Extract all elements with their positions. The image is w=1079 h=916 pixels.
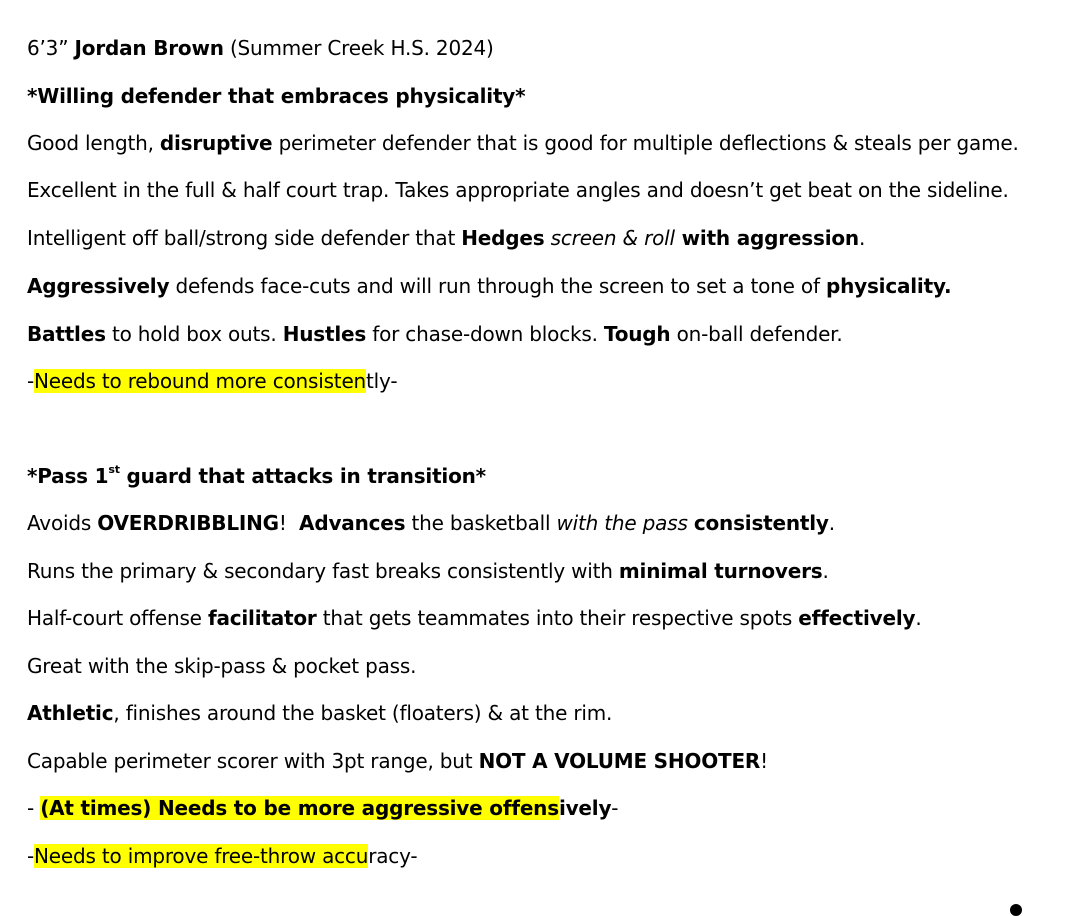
defense-line-1: Good length, disruptive perimeter defender that is good for multiple deflections & steals per game. (27, 131, 1019, 155)
offense-line-5: Athletic, finishes around the basket (floaters) & at the rim. (27, 701, 613, 725)
cursor-mark (1010, 904, 1022, 916)
offense-heading: *Pass 1st guard that attacks in transition* (27, 463, 486, 488)
defense-line-3: Intelligent off ball/strong side defender that Hedges screen & roll with aggression. (27, 226, 866, 250)
player-header (27, 34, 494, 62)
highlighted-text: Needs to improve free-throw accu (34, 844, 369, 868)
defense-weakness-note: -Needs to rebound more consistently- (27, 369, 398, 393)
offense-line-4: Great with the skip-pass & pocket pass. (27, 654, 417, 678)
highlighted-text: (At times) Needs to be more aggressive offens (40, 796, 559, 820)
offense-line-2: Runs the primary & secondary fast breaks consistently with minimal turnovers. (27, 559, 829, 583)
defense-line-2: Excellent in the full & half court trap. Takes appropriate angles and doesn’t get beat on the sideline. (27, 178, 1009, 202)
offense-weakness-note-2: -Needs to improve free-throw accuracy- (27, 844, 418, 868)
offense-line-3: Half-court offense facilitator that gets teammates into their respective spots effectively. (27, 606, 922, 630)
offense-line-6: Capable perimeter scorer with 3pt range, but NOT A VOLUME SHOOTER! (27, 749, 768, 773)
player-height: 6’3” (27, 36, 69, 60)
offense-line-1: Avoids OVERDRIBBLING! Advances the basketball with the pass consistently. (27, 511, 835, 535)
player-name: Jordan Brown (74, 36, 224, 60)
offense-weakness-note-1: - (At times) Needs to be more aggressive offensively- (27, 796, 619, 820)
highlighted-text: Needs to rebound more consisten (34, 369, 367, 393)
defense-line-5: Battles to hold box outs. Hustles for chase-down blocks. Tough on-ball defender. (27, 322, 843, 346)
defense-heading: *Willing defender that embraces physicality* (27, 84, 526, 108)
defense-line-4: Aggressively defends face-cuts and will run through the screen to set a tone of physicality. (27, 274, 952, 298)
player-school: (Summer Creek H.S. 2024) (229, 36, 494, 60)
